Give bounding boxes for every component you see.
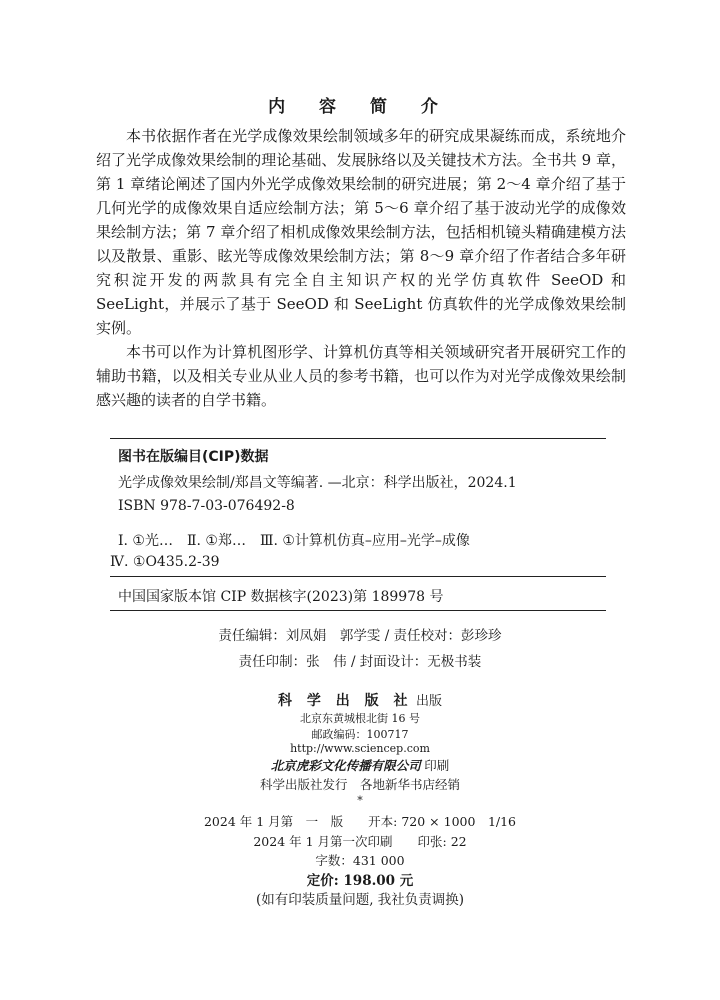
cip-mid-rule	[110, 576, 606, 577]
cip-top-rule	[110, 438, 606, 439]
introduction-text	[96, 124, 626, 412]
quality-note: (如有印装质量问题, 我社负责调换)	[255, 892, 465, 908]
price: 定价: 198.00 元	[306, 873, 414, 889]
printer-line	[0, 756, 720, 774]
publisher-name: 科 学 出 版 社	[277, 693, 413, 709]
separator-star: *	[357, 794, 363, 807]
cip-title-line: 光学成像效果绘制/郑昌文等编著. —北京：科学出版社，2024.1	[118, 475, 517, 491]
printer-name: 北京虎彩文化传播有限公司	[270, 758, 421, 773]
intro-paragraph-2: 本书可以作为计算机图形学、计算机仿真等相关领域研究者开展研究工作的辅助书籍，以及相关专业从业人员的参考书籍，也可以作为对光学成像效果绘制感兴趣的读者的自学书籍。	[96, 343, 626, 409]
printing-line: 2024 年 1 月第一次印刷 印张: 22	[253, 834, 467, 849]
cip-bottom-rule	[110, 610, 606, 611]
publisher-postcode: 邮政编码：100717	[311, 728, 409, 741]
distribution-line: 科学出版社发行 各地新华书店经销	[259, 777, 460, 792]
printer-suffix: 印刷	[424, 758, 450, 773]
intro-paragraph-1: 本书依据作者在光学成像效果绘制领域多年的研究成果凝练而成，系统地介绍了光学成像效果绘制的理论基础、发展脉络以及关键技术方法。全书共 9 章，第 1 章绪论阐述了国内外光学成像效果绘制的研究进展；第 2～4 章介绍了基于几何光学的成像效果自适应绘制方法；第 5～6 章介绍了基于波动光学的成像效果绘制方法；第 7 章介绍了相机成像效果绘制方法，包括相机镜头精确建模方法以及散景、重影、眩光等成像效果绘制方法；第 8～9 章介绍了作者结合多年研究积淀开发的两款具有完全自主知识产权的光学仿真软件 SeeOD 和 SeeLight，并展示了基于 SeeOD 和 SeeLight 仿真软件的光学成像效果绘制实例。	[96, 127, 626, 337]
cip-classification-1: Ⅰ. ①光… Ⅱ. ①郑… Ⅲ. ①计算机仿真–应用–光学–成像	[118, 533, 470, 549]
page-title: 内 容 简 介	[268, 97, 452, 117]
edition-line: 2024 年 1 月第 一 版 开本: 720 × 1000 1/16	[203, 814, 517, 829]
cip-heading: 图书在版编目(CIP)数据	[118, 449, 269, 465]
cip-isbn: ISBN 978-7-03-076492-8	[118, 498, 295, 514]
production-credits: 责任印制：张 伟 / 封面设计：无极书装	[238, 654, 482, 670]
cip-classification-2: Ⅳ. ①O435.2-39	[110, 554, 220, 570]
publisher-suffix: 出版	[415, 694, 442, 709]
editor-credits: 责任编辑：刘凤娟 郭学雯 / 责任校对：彭珍珍	[218, 628, 502, 644]
word-count: 字数：431 000	[315, 853, 405, 868]
publisher-address: 北京东黄城根北街 16 号	[300, 712, 420, 725]
publisher-url: http://www.sciencep.com	[290, 742, 430, 755]
cip-record-number: 中国国家版本馆 CIP 数据核字(2023)第 189978 号	[118, 589, 444, 605]
publisher-line	[0, 690, 720, 710]
